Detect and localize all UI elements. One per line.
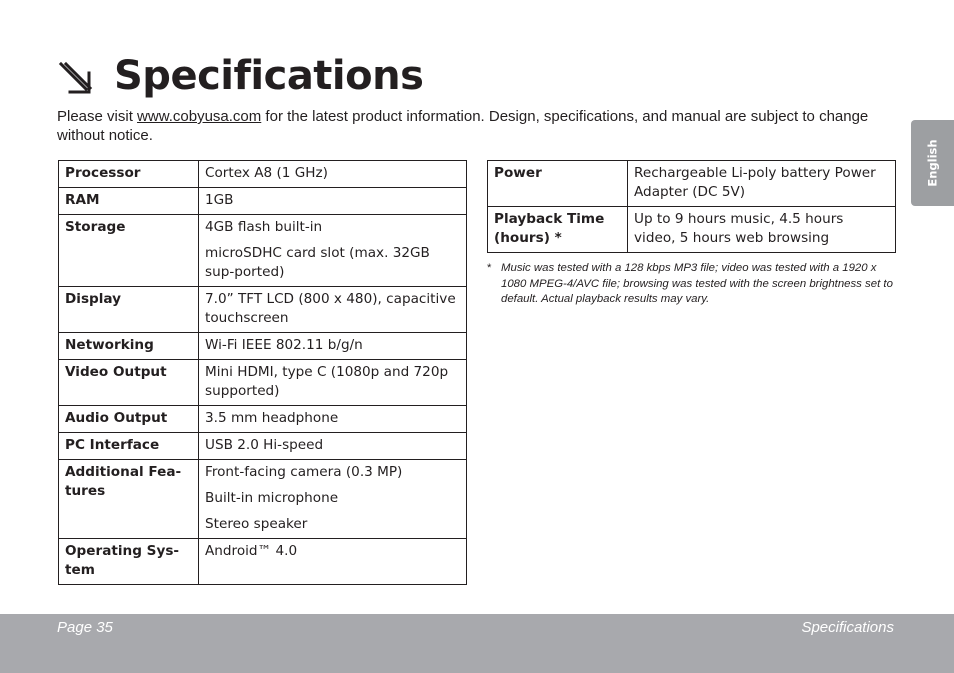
playback-footnote <box>487 261 897 308</box>
language-tab-label: English <box>925 139 940 187</box>
intro-paragraph <box>57 107 897 145</box>
spec-value-cell <box>199 433 467 460</box>
spec-value-cell <box>199 287 467 333</box>
spec-label: Display <box>59 287 199 333</box>
language-tab[interactable] <box>911 120 954 206</box>
spec-value-cell <box>199 460 467 539</box>
spec-row <box>488 161 896 207</box>
spec-value: USB 2.0 Hi-speed <box>205 437 324 453</box>
spec-row <box>59 433 467 460</box>
spec-value-cell <box>199 333 467 360</box>
page-number: Page 35 <box>57 619 113 636</box>
footer-bar <box>0 614 954 673</box>
spec-value: microSDHC card slot (max. 32GB sup-ported) <box>205 245 430 280</box>
intro-text-suffix: for the latest product information. Design, specifications, and manual are subject to change without notice. <box>57 108 869 144</box>
spec-value-cell <box>199 360 467 406</box>
spec-value-cell <box>628 161 896 207</box>
spec-value: 3.5 mm headphone <box>205 410 339 426</box>
footnote-text: Music was tested with a 128 kbps MP3 file; video was tested with a 1920 x 1080 MPEG-4/AVC file; browsing was tested with the screen brightness set to default. Actual playback results may vary. <box>501 262 893 305</box>
spec-table-left <box>58 160 467 585</box>
spec-label: Storage <box>59 215 199 287</box>
spec-label: Audio Output <box>59 406 199 433</box>
spec-row <box>59 287 467 333</box>
spec-row <box>59 539 467 585</box>
spec-row <box>59 460 467 539</box>
spec-row <box>59 406 467 433</box>
spec-value: Mini HDMI, type C (1080p and 720p supported) <box>205 364 449 399</box>
section-name: Specifications <box>801 619 894 636</box>
spec-value: Wi-Fi IEEE 802.11 b/g/n <box>205 337 363 353</box>
spec-value: Android™ 4.0 <box>205 543 298 559</box>
spec-value-cell <box>199 215 467 287</box>
spec-value: Up to 9 hours music, 4.5 hours video, 5 hours web browsing <box>634 211 844 246</box>
intro-text-prefix: Please visit <box>57 108 138 125</box>
spec-value: Rechargeable Li-poly battery Power Adapter (DC 5V) <box>634 165 876 200</box>
spec-label: PC Interface <box>59 433 199 460</box>
spec-value: 1GB <box>205 192 234 208</box>
spec-row <box>59 215 467 287</box>
spec-value-cell <box>199 161 467 188</box>
spec-label: Video Output <box>59 360 199 406</box>
spec-value-cell <box>199 539 467 585</box>
spec-value-cell <box>628 207 896 253</box>
spec-row <box>59 333 467 360</box>
spec-value: Stereo speaker <box>205 516 308 532</box>
spec-label: Power <box>488 161 628 207</box>
spec-value: 4GB flash built-in <box>205 219 323 235</box>
spec-row <box>59 161 467 188</box>
spec-label: Playback Time (hours) * <box>488 207 628 253</box>
spec-value-cell <box>199 188 467 215</box>
page-title: Specifications <box>114 53 424 99</box>
spec-label: Operating Sys-tem <box>59 539 199 585</box>
spec-label: Additional Fea-tures <box>59 460 199 539</box>
spec-table-right <box>487 160 896 253</box>
spec-row <box>488 207 896 253</box>
page-title-row <box>56 46 423 106</box>
spec-value: Cortex A8 (1 GHz) <box>205 165 328 181</box>
spec-label: Networking <box>59 333 199 360</box>
footnote-marker: * <box>487 262 492 274</box>
spec-label: RAM <box>59 188 199 215</box>
spec-row <box>59 188 467 215</box>
website-link[interactable]: www.cobyusa.com <box>137 108 262 125</box>
spec-value: Front-facing camera (0.3 MP) <box>205 464 403 480</box>
spec-value: Built-in microphone <box>205 490 339 506</box>
spec-label: Processor <box>59 161 199 188</box>
spec-value: 7.0” TFT LCD (800 x 480), capacitive touchscreen <box>205 291 456 326</box>
spec-row <box>59 360 467 406</box>
arrow-down-right-icon <box>56 59 94 97</box>
spec-value-cell <box>199 406 467 433</box>
